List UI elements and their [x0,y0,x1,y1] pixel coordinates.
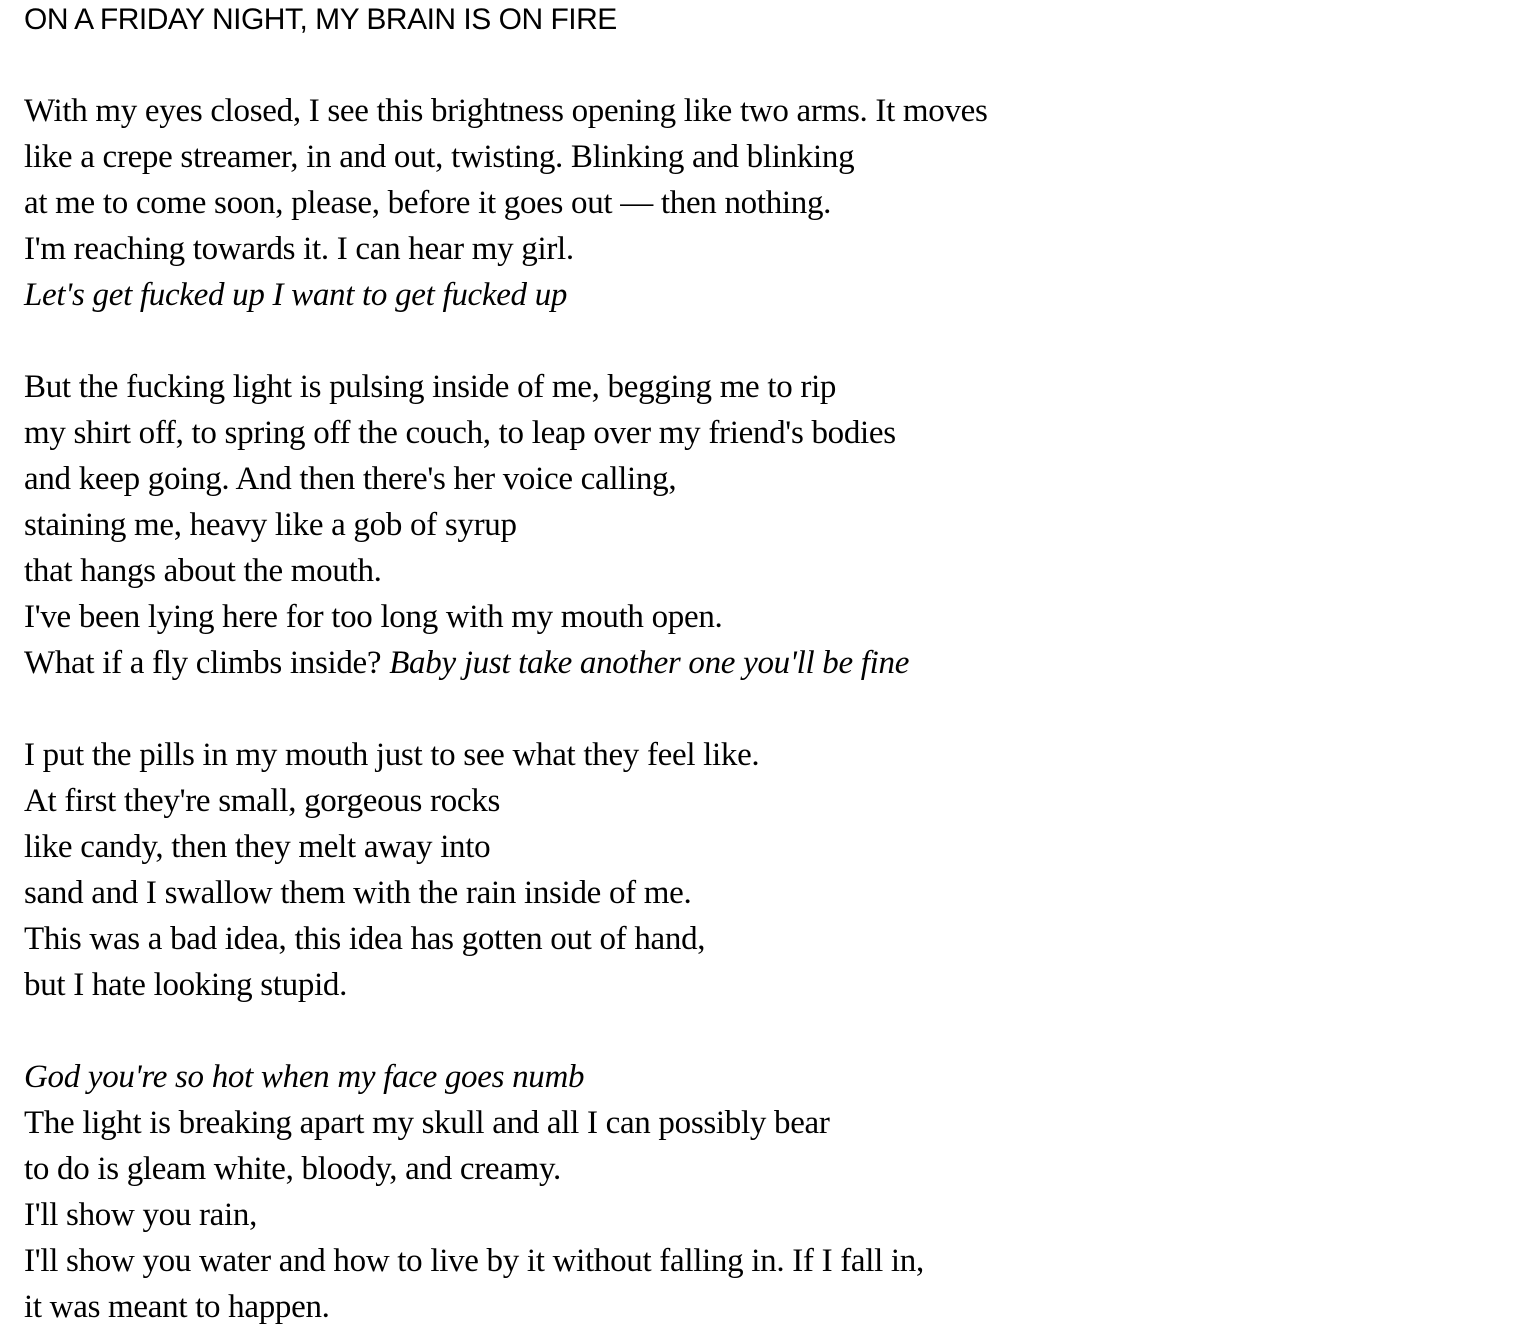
poem-line [24,1100,1504,1146]
line-text: I've been lying here for too long with my mouth open. [24,599,723,635]
poem-line [24,778,1504,824]
line-text: staining me, heavy like a gob of syrup [24,507,517,543]
poem-line [24,732,1504,778]
line-italic-text: Let's get fucked up I want to get fucked up [24,277,568,313]
stanza-gap [24,686,1504,732]
line-text: my shirt off, to spring off the couch, to leap over my friend's bodies [24,415,896,451]
line-text: But the fucking light is pulsing inside of me, begging me to rip [24,369,837,405]
stanza-gap [24,318,1504,364]
poem-line [24,916,1504,962]
line-italic-text: God you're so hot when my face goes numb [24,1059,585,1095]
line-text: like a crepe streamer, in and out, twisting. Blinking and blinking [24,139,855,175]
line-text: at me to come soon, please, before it goes out — then nothing. [24,185,832,221]
stanza-gap [24,40,1504,88]
line-text: I'm reaching towards it. I can hear my girl. [24,231,574,267]
line-text: sand and I swallow them with the rain inside of me. [24,875,692,911]
poem-line [24,180,1504,226]
line-text: What if a fly climbs inside? [24,645,390,681]
poem-line [24,824,1504,870]
line-text: that hangs about the mouth. [24,553,382,589]
stanza-2 [24,364,1504,686]
poem-line [24,88,1504,134]
line-text: I'll show you rain, [24,1197,258,1233]
poem-line [24,456,1504,502]
stanza-4 [24,1054,1504,1330]
line-text: I'll show you water and how to live by it without falling in. If I fall in, [24,1243,924,1279]
poem-line [24,1284,1504,1330]
line-text: like candy, then they melt away into [24,829,491,865]
poem-title: ON A FRIDAY NIGHT, MY BRAIN IS ON FIRE [24,3,617,36]
poem-line [24,1192,1504,1238]
poem-line [24,502,1504,548]
poem-line [24,594,1504,640]
poem-line [24,1238,1504,1284]
line-text: it was meant to happen. [24,1289,330,1325]
poem-line [24,640,1504,686]
poem-line [24,1146,1504,1192]
poem-line [24,364,1504,410]
line-text: and keep going. And then there's her voice calling, [24,461,677,497]
line-text: The light is breaking apart my skull and all I can possibly bear [24,1105,830,1141]
poem-line [24,548,1504,594]
poem-line [24,226,1504,272]
poem-line [24,410,1504,456]
line-text: With my eyes closed, I see this brightness opening like two arms. It moves [24,93,988,129]
poem-line [24,1054,1504,1100]
line-text: At first they're small, gorgeous rocks [24,783,501,819]
line-text: to do is gleam white, bloody, and creamy. [24,1151,561,1187]
stanza-3 [24,732,1504,1008]
stanza-1 [24,88,1504,318]
line-text: This was a bad idea, this idea has gotten out of hand, [24,921,706,957]
line-text: I put the pills in my mouth just to see what they feel like. [24,737,760,773]
poem-line [24,870,1504,916]
poem-line [24,272,1504,318]
document-page [24,0,1504,1330]
poem-line [24,134,1504,180]
stanza-gap [24,1008,1504,1054]
poem-line [24,962,1504,1008]
line-italic-text: Baby just take another one you'll be fine [389,645,910,681]
line-text: but I hate looking stupid. [24,967,348,1003]
